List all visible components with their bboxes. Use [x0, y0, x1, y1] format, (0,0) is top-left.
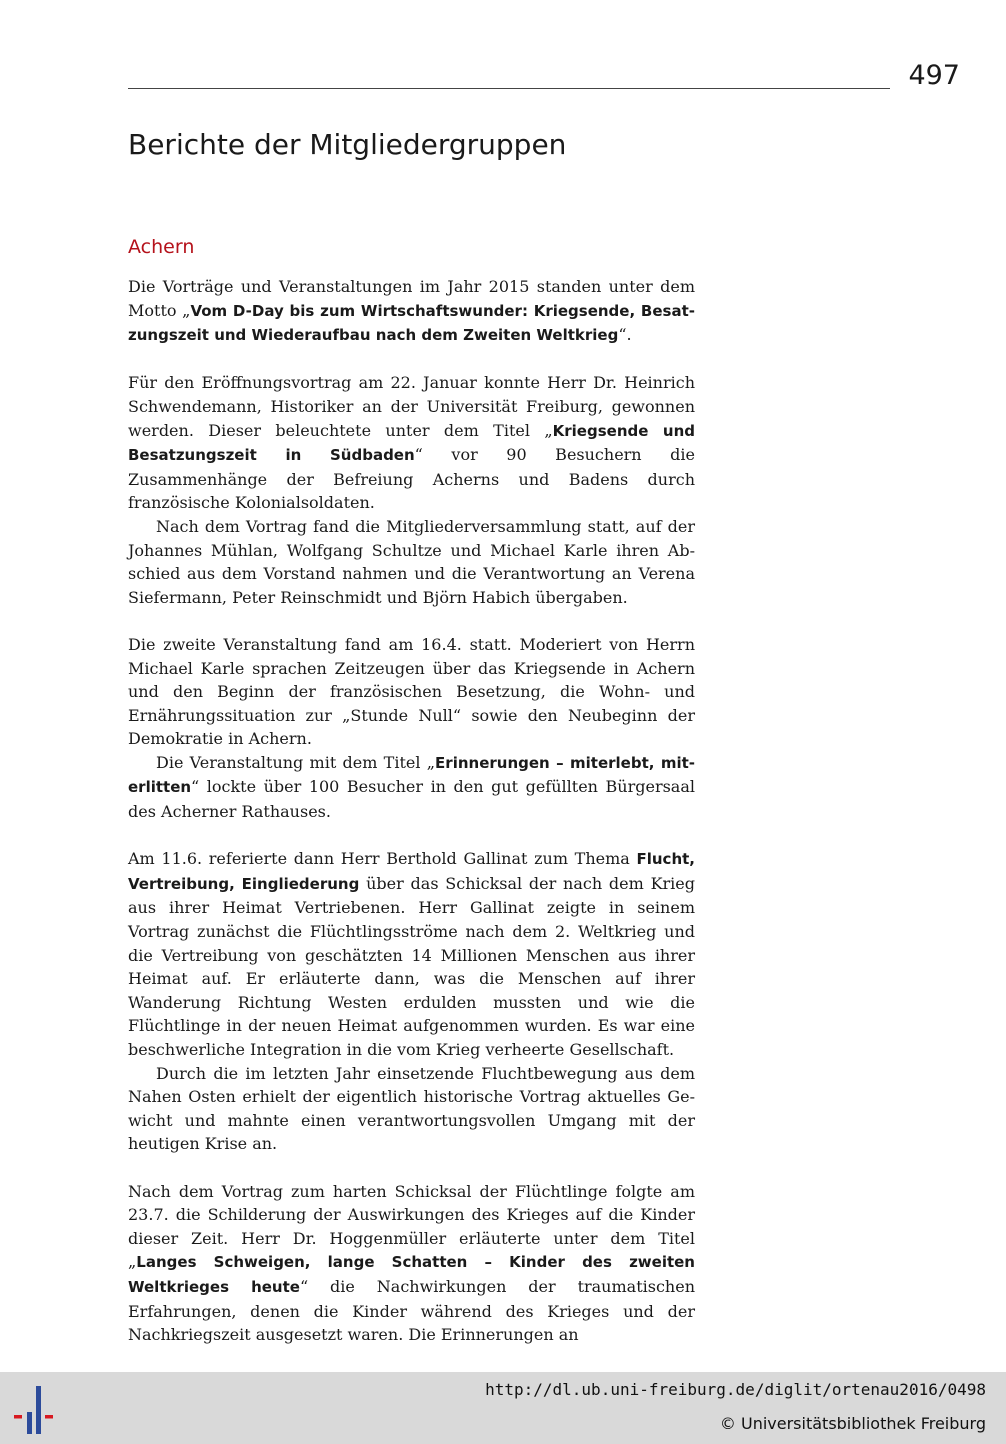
paragraph-text: Nach dem Vortrag fand die Mitgliederversammlung statt, auf der Johannes Mühlan, Wolfgang Schultze und Michael Karle ihren Abschied aus dem Vorstand nahmen und die Verantwortung an Verena Siefermann, Peter Reinschmidt und Björn Habich übergaben.	[128, 516, 695, 607]
ub-freiburg-logo-icon	[12, 1382, 64, 1436]
header-rule	[128, 88, 890, 89]
paragraph-text: “ vor 90 Besuchern die Zusammenhänge der Befreiung Acherns und Badens durch französische Kolonialsoldaten.	[128, 445, 695, 513]
footer-url-link[interactable]: http://dl.ub.uni-freiburg.de/diglit/ortenau2016/0498	[485, 1380, 986, 1399]
bold-title-text: Flucht, Vertreibung, Eingliederung	[128, 850, 695, 893]
paragraph-text: Für den Eröffnungsvortrag am 22. Januar konnte Herr Dr. Heinrich Schwendemann, Historiker an der Universität Freiburg, gewonnen werden. Dieser beleuchtete unter dem Titel „	[128, 373, 695, 440]
footer-copyright: © Universitätsbibliothek Freiburg	[719, 1414, 986, 1433]
bold-title-text: Vom D-Day bis zum Wirtschaftswunder: Kriegsende, Besatzungszeit und Wiederaufbau nach dem Zweiten Weltkrieg	[128, 301, 695, 345]
paragraph	[128, 633, 695, 751]
bold-title-text: Erinnerungen – miterlebt, miterlitten	[128, 753, 696, 797]
section-heading: Achern	[128, 236, 195, 258]
paragraph	[128, 1062, 695, 1156]
paragraph-text: Durch die im letzten Jahr einsetzende Fluchtbewegung aus dem Nahen Osten erhielt der eigentlich historische Vortrag aktuelles Gewicht und mahnte einen verantwortungsvollen Umgang mit der heutigen Krise an.	[128, 1063, 695, 1154]
page-number: 497	[908, 60, 960, 91]
paragraph-text: “.	[618, 325, 632, 345]
article-body	[128, 275, 695, 1347]
paragraph-text: “ lockte über 100 Besucher in den gut gefüllten Bürgersaal des Acherner Rathauses.	[128, 777, 695, 822]
paragraph-text: Nach dem Vortrag zum harten Schicksal der Flüchtlinge folgte am 23.7. die Schilderung der Auswirkungen des Krieges auf die Kinder dieser Zeit. Herr Dr. Hoggenmüller erläuterte unter dem Titel „	[128, 1181, 695, 1272]
paragraph	[128, 371, 695, 515]
bold-title-text: Langes Schweigen, lange Schatten – Kinder des zweiten Weltkrieges heute	[128, 1253, 695, 1296]
paragraph-text: Am 11.6. referierte dann Herr Berthold Gallinat zum Thema	[128, 849, 637, 869]
paragraph-text: Die Veranstaltung mit dem Titel „	[156, 752, 436, 772]
footer-bar	[0, 1372, 1006, 1444]
bold-title-text: Kriegsende und Besatzungszeit in Südbaden	[128, 421, 695, 465]
paragraph-text: über das Schicksal der nach dem Krieg aus ihrer Heimat Vertriebenen. Herr Gallinat zeigte in seinem Vortrag zunächst die Flüchtlingsströme nach dem 2. Weltkrieg und die Vertreibung von geschätzten 14 Millionen Menschen aus ihrer Heimat auf. Er erläuterte dann, was die Menschen auf ihrer Wanderung Richtung Westen erdulden mussten und wie die Flüchtlinge in der neuen Heimat aufgenommen wurden. Es war eine beschwerliche Integration in die vom Krieg verheerte Gesellschaft.	[128, 873, 695, 1059]
page-title: Berichte der Mitgliedergruppen	[128, 128, 567, 161]
paragraph	[128, 275, 695, 348]
paragraph-text: “ die Nachwirkungen der traumatischen Erfahrungen, denen die Kinder während des Krieges und der Nachkriegszeit ausgesetzt waren. Die Erinnerungen an	[128, 1276, 695, 1345]
paragraph-text: Die Vorträge und Veranstaltungen im Jahr 2015 standen unter dem Motto „	[128, 277, 695, 320]
paragraph	[128, 847, 695, 1061]
paragraph	[128, 751, 695, 824]
paragraph	[128, 515, 695, 609]
paragraph-text: Die zweite Veranstaltung fand am 16.4. statt. Moderiert von Herrn Michael Karle sprachen Zeitzeugen über das Kriegsende in Achern und den Beginn der französischen Besetzung, die Wohn- und Ernährungssituation zur „Stunde Null“ sowie den Neubeginn der Demokratie in Achern.	[128, 634, 695, 749]
paragraph	[128, 1180, 695, 1347]
